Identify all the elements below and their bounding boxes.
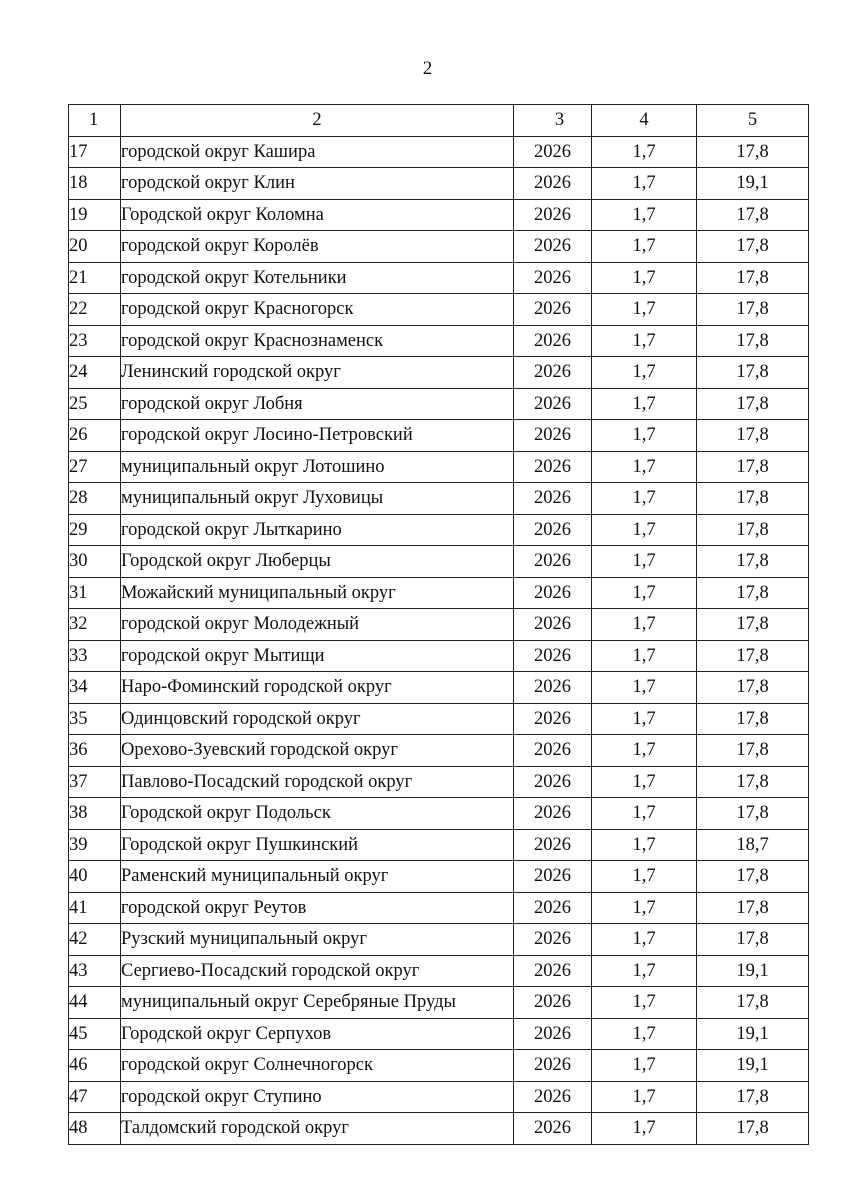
year-cell: 2026 bbox=[514, 357, 592, 389]
table-row bbox=[69, 231, 809, 263]
table-row bbox=[69, 1018, 809, 1050]
row-number-cell: 22 bbox=[69, 294, 121, 326]
column-5-value-cell: 17,8 bbox=[697, 231, 809, 263]
year-cell: 2026 bbox=[514, 262, 592, 294]
table-row bbox=[69, 262, 809, 294]
municipality-name-cell: городской округ Молодежный bbox=[121, 609, 514, 641]
column-5-value-cell: 17,8 bbox=[697, 1081, 809, 1113]
column-header-1: 1 bbox=[69, 105, 121, 137]
municipality-name-cell: городской округ Реутов bbox=[121, 892, 514, 924]
column-4-value-cell: 1,7 bbox=[592, 955, 697, 987]
column-5-value-cell: 18,7 bbox=[697, 829, 809, 861]
column-5-value-cell: 17,8 bbox=[697, 640, 809, 672]
year-cell: 2026 bbox=[514, 199, 592, 231]
year-cell: 2026 bbox=[514, 987, 592, 1019]
column-4-value-cell: 1,7 bbox=[592, 703, 697, 735]
column-5-value-cell: 17,8 bbox=[697, 451, 809, 483]
column-4-value-cell: 1,7 bbox=[592, 357, 697, 389]
column-4-value-cell: 1,7 bbox=[592, 924, 697, 956]
year-cell: 2026 bbox=[514, 577, 592, 609]
year-cell: 2026 bbox=[514, 672, 592, 704]
column-5-value-cell: 19,1 bbox=[697, 955, 809, 987]
column-5-value-cell: 17,8 bbox=[697, 798, 809, 830]
column-4-value-cell: 1,7 bbox=[592, 451, 697, 483]
row-number-cell: 25 bbox=[69, 388, 121, 420]
year-cell: 2026 bbox=[514, 388, 592, 420]
municipality-name-cell: Сергиево-Посадский городской округ bbox=[121, 955, 514, 987]
year-cell: 2026 bbox=[514, 861, 592, 893]
table-row bbox=[69, 294, 809, 326]
municipality-name-cell: городской округ Котельники bbox=[121, 262, 514, 294]
table-row bbox=[69, 798, 809, 830]
row-number-cell: 38 bbox=[69, 798, 121, 830]
table-row bbox=[69, 357, 809, 389]
column-5-value-cell: 17,8 bbox=[697, 924, 809, 956]
column-4-value-cell: 1,7 bbox=[592, 325, 697, 357]
year-cell: 2026 bbox=[514, 1050, 592, 1082]
row-number-cell: 31 bbox=[69, 577, 121, 609]
table-row bbox=[69, 451, 809, 483]
column-5-value-cell: 17,8 bbox=[697, 262, 809, 294]
column-5-value-cell: 17,8 bbox=[697, 987, 809, 1019]
column-4-value-cell: 1,7 bbox=[592, 861, 697, 893]
row-number-cell: 43 bbox=[69, 955, 121, 987]
row-number-cell: 24 bbox=[69, 357, 121, 389]
row-number-cell: 45 bbox=[69, 1018, 121, 1050]
page-number: 2 bbox=[422, 58, 433, 79]
column-5-value-cell: 17,8 bbox=[697, 703, 809, 735]
column-4-value-cell: 1,7 bbox=[592, 766, 697, 798]
table-row bbox=[69, 829, 809, 861]
table-row bbox=[69, 987, 809, 1019]
year-cell: 2026 bbox=[514, 892, 592, 924]
row-number-cell: 46 bbox=[69, 1050, 121, 1082]
column-5-value-cell: 17,8 bbox=[697, 294, 809, 326]
row-number-cell: 39 bbox=[69, 829, 121, 861]
row-number-cell: 33 bbox=[69, 640, 121, 672]
year-cell: 2026 bbox=[514, 231, 592, 263]
municipality-name-cell: городской округ Красногорск bbox=[121, 294, 514, 326]
table-row bbox=[69, 388, 809, 420]
column-5-value-cell: 17,8 bbox=[697, 199, 809, 231]
row-number-cell: 41 bbox=[69, 892, 121, 924]
row-number-cell: 28 bbox=[69, 483, 121, 515]
column-5-value-cell: 17,8 bbox=[697, 609, 809, 641]
column-5-value-cell: 17,8 bbox=[697, 357, 809, 389]
municipality-name-cell: Талдомский городской округ bbox=[121, 1113, 514, 1145]
year-cell: 2026 bbox=[514, 168, 592, 200]
municipality-name-cell: муниципальный округ Серебряные Пруды bbox=[121, 987, 514, 1019]
year-cell: 2026 bbox=[514, 609, 592, 641]
row-number-cell: 34 bbox=[69, 672, 121, 704]
municipality-name-cell: Городской округ Подольск bbox=[121, 798, 514, 830]
table-body bbox=[69, 105, 809, 1145]
column-4-value-cell: 1,7 bbox=[592, 136, 697, 168]
table-row bbox=[69, 136, 809, 168]
table-row bbox=[69, 766, 809, 798]
year-cell: 2026 bbox=[514, 1018, 592, 1050]
year-cell: 2026 bbox=[514, 703, 592, 735]
municipality-name-cell: Городской округ Коломна bbox=[121, 199, 514, 231]
municipality-name-cell: городской округ Лыткарино bbox=[121, 514, 514, 546]
column-header-2: 2 bbox=[121, 105, 514, 137]
year-cell: 2026 bbox=[514, 1113, 592, 1145]
table-row bbox=[69, 892, 809, 924]
table-row bbox=[69, 1113, 809, 1145]
municipality-name-cell: Наро-Фоминский городской округ bbox=[121, 672, 514, 704]
year-cell: 2026 bbox=[514, 924, 592, 956]
column-4-value-cell: 1,7 bbox=[592, 388, 697, 420]
column-5-value-cell: 17,8 bbox=[697, 1113, 809, 1145]
column-5-value-cell: 17,8 bbox=[697, 325, 809, 357]
column-4-value-cell: 1,7 bbox=[592, 420, 697, 452]
year-cell: 2026 bbox=[514, 546, 592, 578]
column-4-value-cell: 1,7 bbox=[592, 1081, 697, 1113]
municipality-name-cell: муниципальный округ Лотошино bbox=[121, 451, 514, 483]
table-row bbox=[69, 577, 809, 609]
column-5-value-cell: 17,8 bbox=[697, 136, 809, 168]
table-row bbox=[69, 955, 809, 987]
table-row bbox=[69, 483, 809, 515]
table-row bbox=[69, 703, 809, 735]
municipality-name-cell: городской округ Кашира bbox=[121, 136, 514, 168]
row-number-cell: 20 bbox=[69, 231, 121, 263]
table-row bbox=[69, 1081, 809, 1113]
municipality-name-cell: Ленинский городской округ bbox=[121, 357, 514, 389]
column-5-value-cell: 17,8 bbox=[697, 735, 809, 767]
row-number-cell: 37 bbox=[69, 766, 121, 798]
column-4-value-cell: 1,7 bbox=[592, 640, 697, 672]
column-5-value-cell: 17,8 bbox=[697, 546, 809, 578]
year-cell: 2026 bbox=[514, 483, 592, 515]
column-5-value-cell: 17,8 bbox=[697, 672, 809, 704]
column-5-value-cell: 17,8 bbox=[697, 420, 809, 452]
year-cell: 2026 bbox=[514, 735, 592, 767]
column-4-value-cell: 1,7 bbox=[592, 262, 697, 294]
municipality-name-cell: Городской округ Серпухов bbox=[121, 1018, 514, 1050]
column-5-value-cell: 17,8 bbox=[697, 766, 809, 798]
year-cell: 2026 bbox=[514, 136, 592, 168]
column-5-value-cell: 17,8 bbox=[697, 577, 809, 609]
column-4-value-cell: 1,7 bbox=[592, 168, 697, 200]
row-number-cell: 40 bbox=[69, 861, 121, 893]
municipality-name-cell: Городской округ Пушкинский bbox=[121, 829, 514, 861]
table-row bbox=[69, 1050, 809, 1082]
column-header-4: 4 bbox=[592, 105, 697, 137]
municipality-name-cell: городской округ Лобня bbox=[121, 388, 514, 420]
column-4-value-cell: 1,7 bbox=[592, 483, 697, 515]
column-header-5: 5 bbox=[697, 105, 809, 137]
column-5-value-cell: 17,8 bbox=[697, 892, 809, 924]
table-header-row bbox=[69, 105, 809, 137]
table-row bbox=[69, 735, 809, 767]
column-5-value-cell: 17,8 bbox=[697, 388, 809, 420]
table-row bbox=[69, 672, 809, 704]
table-row bbox=[69, 861, 809, 893]
data-table bbox=[68, 104, 809, 1145]
table-row bbox=[69, 514, 809, 546]
row-number-cell: 18 bbox=[69, 168, 121, 200]
municipality-name-cell: Одинцовский городской округ bbox=[121, 703, 514, 735]
municipality-name-cell: городской округ Краснознаменск bbox=[121, 325, 514, 357]
column-4-value-cell: 1,7 bbox=[592, 199, 697, 231]
year-cell: 2026 bbox=[514, 798, 592, 830]
table-row bbox=[69, 924, 809, 956]
municipality-name-cell: городской округ Королёв bbox=[121, 231, 514, 263]
year-cell: 2026 bbox=[514, 955, 592, 987]
row-number-cell: 44 bbox=[69, 987, 121, 1019]
municipality-name-cell: Орехово-Зуевский городской округ bbox=[121, 735, 514, 767]
year-cell: 2026 bbox=[514, 1081, 592, 1113]
year-cell: 2026 bbox=[514, 451, 592, 483]
column-5-value-cell: 17,8 bbox=[697, 483, 809, 515]
column-5-value-cell: 19,1 bbox=[697, 168, 809, 200]
column-4-value-cell: 1,7 bbox=[592, 577, 697, 609]
municipality-name-cell: городской округ Клин bbox=[121, 168, 514, 200]
column-5-value-cell: 19,1 bbox=[697, 1050, 809, 1082]
row-number-cell: 42 bbox=[69, 924, 121, 956]
column-4-value-cell: 1,7 bbox=[592, 1113, 697, 1145]
row-number-cell: 35 bbox=[69, 703, 121, 735]
row-number-cell: 27 bbox=[69, 451, 121, 483]
column-header-3: 3 bbox=[514, 105, 592, 137]
column-4-value-cell: 1,7 bbox=[592, 294, 697, 326]
municipality-name-cell: городской округ Солнечногорск bbox=[121, 1050, 514, 1082]
row-number-cell: 30 bbox=[69, 546, 121, 578]
municipality-name-cell: городской округ Мытищи bbox=[121, 640, 514, 672]
year-cell: 2026 bbox=[514, 294, 592, 326]
municipality-name-cell: Можайский муниципальный округ bbox=[121, 577, 514, 609]
row-number-cell: 48 bbox=[69, 1113, 121, 1145]
column-4-value-cell: 1,7 bbox=[592, 892, 697, 924]
municipality-name-cell: Городской округ Люберцы bbox=[121, 546, 514, 578]
table-row bbox=[69, 199, 809, 231]
column-4-value-cell: 1,7 bbox=[592, 735, 697, 767]
column-4-value-cell: 1,7 bbox=[592, 798, 697, 830]
year-cell: 2026 bbox=[514, 766, 592, 798]
row-number-cell: 17 bbox=[69, 136, 121, 168]
row-number-cell: 21 bbox=[69, 262, 121, 294]
year-cell: 2026 bbox=[514, 420, 592, 452]
table-row bbox=[69, 420, 809, 452]
year-cell: 2026 bbox=[514, 640, 592, 672]
year-cell: 2026 bbox=[514, 829, 592, 861]
column-5-value-cell: 19,1 bbox=[697, 1018, 809, 1050]
row-number-cell: 26 bbox=[69, 420, 121, 452]
year-cell: 2026 bbox=[514, 325, 592, 357]
row-number-cell: 32 bbox=[69, 609, 121, 641]
row-number-cell: 36 bbox=[69, 735, 121, 767]
column-4-value-cell: 1,7 bbox=[592, 1018, 697, 1050]
row-number-cell: 19 bbox=[69, 199, 121, 231]
row-number-cell: 23 bbox=[69, 325, 121, 357]
year-cell: 2026 bbox=[514, 514, 592, 546]
municipality-name-cell: городской округ Лосино-Петровский bbox=[121, 420, 514, 452]
table-row bbox=[69, 325, 809, 357]
row-number-cell: 29 bbox=[69, 514, 121, 546]
column-4-value-cell: 1,7 bbox=[592, 829, 697, 861]
row-number-cell: 47 bbox=[69, 1081, 121, 1113]
municipality-name-cell: муниципальный округ Луховицы bbox=[121, 483, 514, 515]
municipality-name-cell: Рузский муниципальный округ bbox=[121, 924, 514, 956]
column-4-value-cell: 1,7 bbox=[592, 546, 697, 578]
municipality-name-cell: городской округ Ступино bbox=[121, 1081, 514, 1113]
column-4-value-cell: 1,7 bbox=[592, 231, 697, 263]
column-4-value-cell: 1,7 bbox=[592, 672, 697, 704]
column-5-value-cell: 17,8 bbox=[697, 861, 809, 893]
column-4-value-cell: 1,7 bbox=[592, 987, 697, 1019]
column-5-value-cell: 17,8 bbox=[697, 514, 809, 546]
municipality-name-cell: Раменский муниципальный округ bbox=[121, 861, 514, 893]
table-row bbox=[69, 546, 809, 578]
municipality-name-cell: Павлово-Посадский городской округ bbox=[121, 766, 514, 798]
table-row bbox=[69, 609, 809, 641]
column-4-value-cell: 1,7 bbox=[592, 514, 697, 546]
column-4-value-cell: 1,7 bbox=[592, 609, 697, 641]
column-4-value-cell: 1,7 bbox=[592, 1050, 697, 1082]
table-row bbox=[69, 640, 809, 672]
table-row bbox=[69, 168, 809, 200]
